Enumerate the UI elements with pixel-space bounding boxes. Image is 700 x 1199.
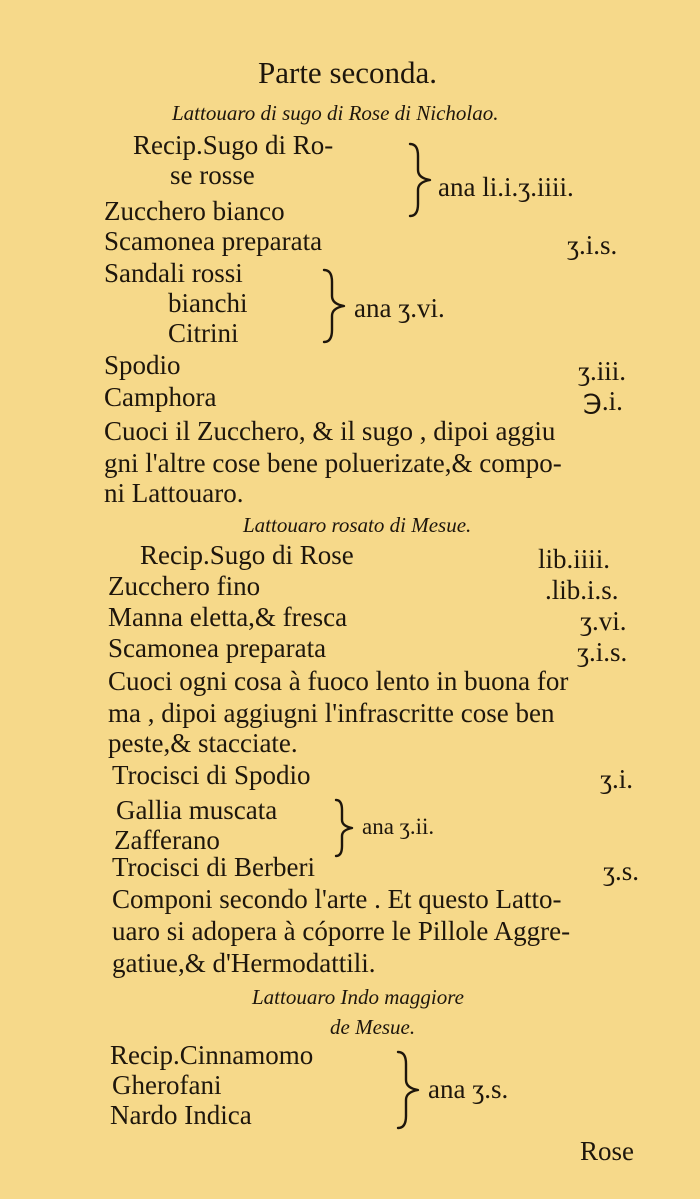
recipe2-line5-dose: ʒ.i. xyxy=(600,764,633,794)
recipe1-line4: Scamonea preparata xyxy=(104,226,323,256)
recipe3-line1: Recip.Cinnamomo xyxy=(110,1040,314,1070)
recipe2-group-brace xyxy=(330,796,360,860)
recipe1-line9: Camphora xyxy=(104,382,217,412)
recipe2-text5: uaro si adopera à cóporre le Pillole Aggre- xyxy=(112,916,571,946)
recipe1-line9-dose: ℈.i. xyxy=(583,386,623,416)
recipe1-group2-dose: ana ʒ.vi. xyxy=(354,293,445,323)
recipe1-line6: bianchi xyxy=(168,288,248,318)
recipe1-line4-dose: ʒ.i.s. xyxy=(567,230,618,260)
recipe3-line2: Gherofani xyxy=(112,1070,222,1100)
running-head: Parte seconda. xyxy=(258,55,438,90)
recipe1-group1-brace xyxy=(404,140,438,220)
recipe2-line5: Trocisci di Spodio xyxy=(112,760,311,790)
recipe2-line1: Recip.Sugo di Rose xyxy=(140,540,354,570)
recipe1-line5: Sandali rossi xyxy=(104,258,243,288)
recipe2-line6: Gallia muscata xyxy=(116,795,278,825)
recipe2-line4: Scamonea preparata xyxy=(108,633,327,663)
recipe2-line8: Trocisci di Berberi xyxy=(112,852,315,882)
recipe2-text1: Cuoci ogni cosa à fuoco lento in buona for xyxy=(108,666,569,696)
recipe2-line8-dose: ʒ.s. xyxy=(603,856,639,886)
recipe2-line2-dose: .lib.i.s. xyxy=(545,575,619,605)
recipe2-line1-dose: lib.iiii. xyxy=(538,544,611,574)
recipe2-line3-dose: ʒ.vi. xyxy=(580,606,627,636)
recipe2-text3: peste,& stacciate. xyxy=(108,728,298,758)
recipe1-title: Lattouaro di sugo di Rose di Nicholao. xyxy=(172,101,499,125)
recipe2-title: Lattouaro rosato di Mesue. xyxy=(243,513,472,537)
recipe1-text3: ni Lattouaro. xyxy=(104,478,244,508)
recipe1-line3: Zucchero bianco xyxy=(104,196,285,226)
recipe1-line2: se rosse xyxy=(170,160,255,190)
recipe3-title-line1: Lattouaro Indo maggiore xyxy=(252,985,464,1009)
recipe1-text1: Cuoci il Zucchero, & il sugo , dipoi aggiu xyxy=(104,416,556,446)
recipe1-line8: Spodio xyxy=(104,350,181,380)
recipe1-line7: Citrini xyxy=(168,318,239,348)
recipe2-text2: ma , dipoi aggiugni l'infrascritte cose ben xyxy=(108,698,555,728)
recipe2-line3: Manna eletta,& fresca xyxy=(108,602,348,632)
recipe2-text4: Componi secondo l'arte . Et questo Latto- xyxy=(112,884,562,914)
recipe2-line7: Zafferano xyxy=(114,825,220,855)
recipe1-text2: gni l'altre cose bene poluerizate,& compo- xyxy=(104,448,562,478)
recipe3-group-dose: ana ʒ.s. xyxy=(428,1074,509,1104)
recipe2-line2: Zucchero fino xyxy=(108,571,261,601)
recipe2-text6: gatiue,& d'Hermodattili. xyxy=(112,948,376,978)
catchword: Rose xyxy=(580,1136,634,1166)
recipe1-group2-brace xyxy=(318,266,352,346)
recipe1-line1: Recip.Sugo di Ro- xyxy=(133,130,334,160)
recipe3-title-line2: de Mesue. xyxy=(330,1015,416,1039)
recipe3-line3: Nardo Indica xyxy=(110,1100,252,1130)
recipe2-line4-dose: ʒ.i.s. xyxy=(577,637,628,667)
recipe1-group1-dose: ana li.i.ʒ.iiii. xyxy=(438,172,574,202)
recipe2-group-dose: ana ʒ.ii. xyxy=(362,814,435,839)
recipe1-line8-dose: ʒ.iii. xyxy=(578,356,626,386)
recipe3-group-brace xyxy=(392,1048,426,1132)
